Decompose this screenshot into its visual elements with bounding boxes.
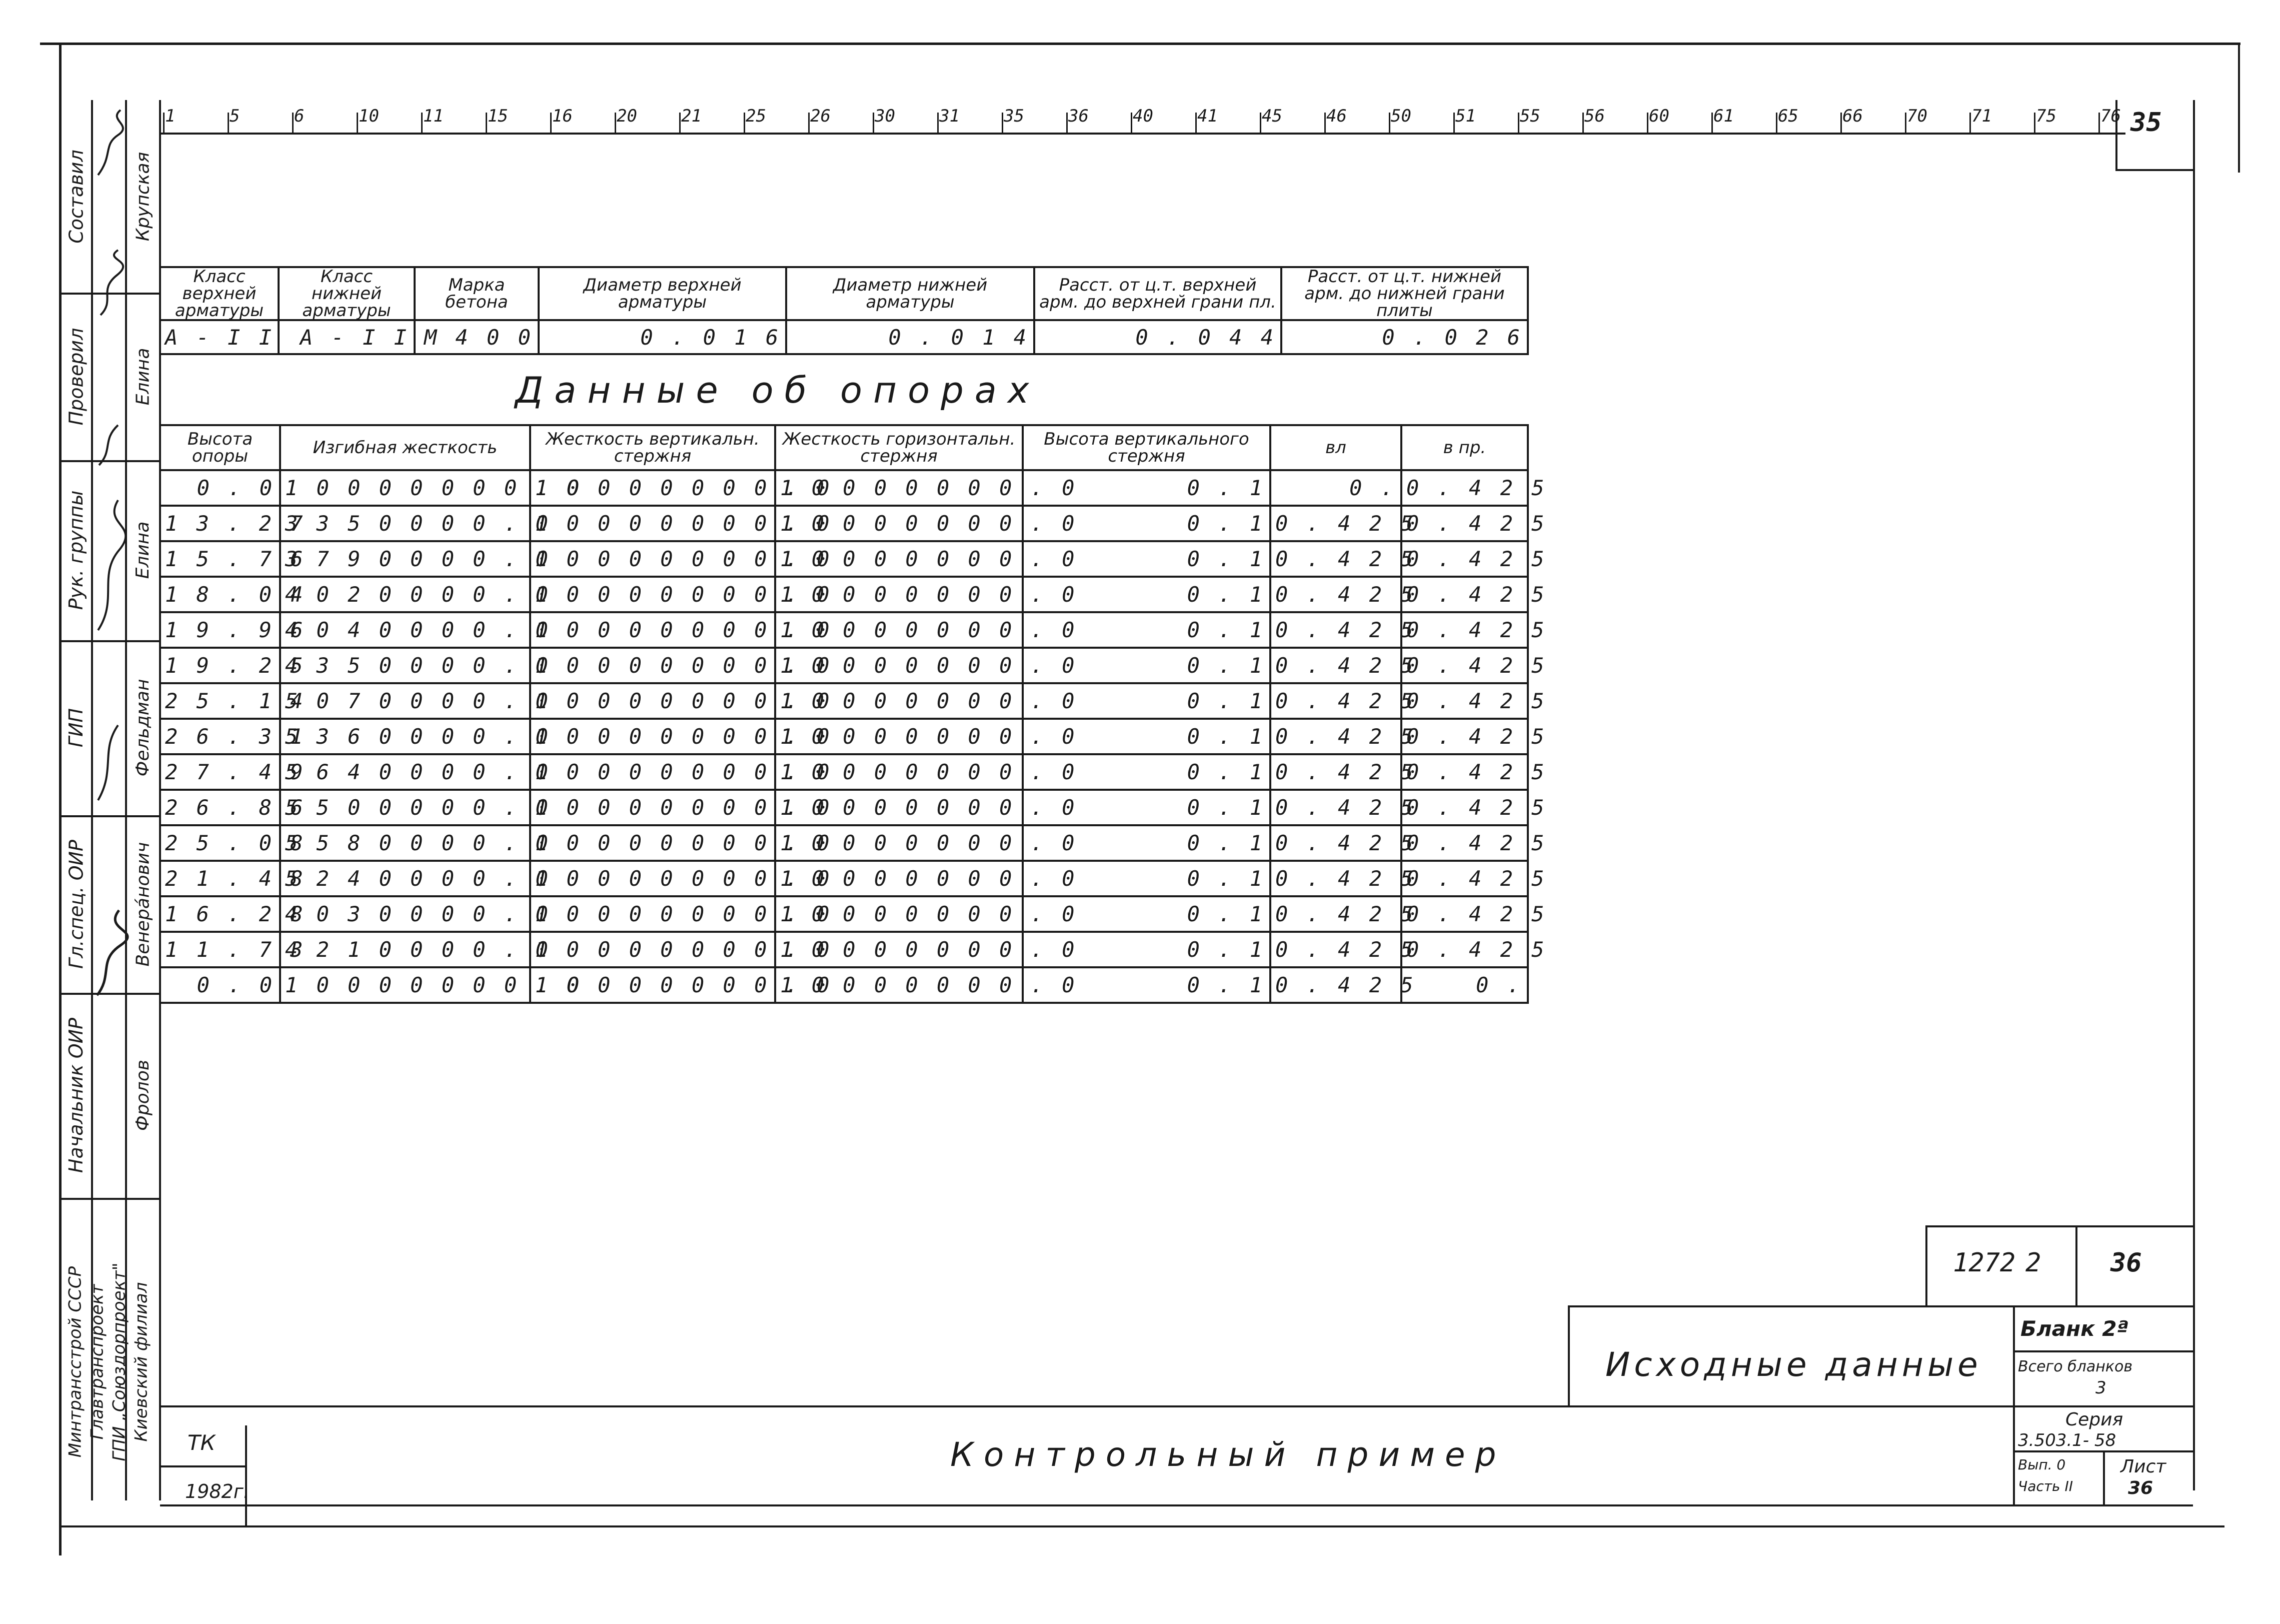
supports-cell: 4 3 5 0 0 0 0 . 0 (280, 648, 530, 683)
ruler-tick (744, 113, 745, 134)
supports-cell: 1 9 . 2 5 (160, 648, 280, 683)
ruler-tick (1389, 113, 1390, 134)
supports-cell: 4 0 4 0 0 0 0 . 0 (280, 612, 530, 648)
ruler-tick-label: 5 (230, 106, 240, 126)
blank-label: Бланк 2ª (2020, 1316, 2129, 1341)
supports-cell: 1 0 0 0 0 0 0 0 . 0 (530, 612, 775, 648)
supports-cell: 0 . 4 2 5 (1270, 825, 1401, 861)
stamp-name: Крупская (133, 152, 153, 241)
stamp-role: Начальник ОИР (65, 1017, 87, 1173)
ruler-tick-label: 71 (1971, 106, 1992, 126)
ruler-tick-label: 15 (488, 106, 508, 126)
params-table (159, 266, 1529, 355)
supports-cell: 0 . 1 (1023, 896, 1270, 932)
supports-cell: 1 0 0 0 0 0 0 0 . 0 (775, 648, 1023, 683)
supports-row (160, 719, 1528, 754)
supports-cell: 0 . 4 2 5 (1401, 754, 1528, 790)
doc-code-part: 2 (2025, 1248, 2041, 1278)
ruler-tick-label: 61 (1713, 106, 1734, 126)
params-header-cell: Расст. от ц.т. нижней арм. до нижней грани плиты (1281, 267, 1528, 320)
ruler-tick (1260, 113, 1261, 134)
ruler-tick (1002, 113, 1003, 134)
supports-cell: 0 . 4 2 5 (1401, 470, 1528, 506)
ruler-tick-label: 41 (1197, 106, 1218, 126)
ruler-tick-label: 20 (617, 106, 637, 126)
year-label: 1982г. (185, 1480, 250, 1502)
ruler-tick-label: 50 (1391, 106, 1411, 126)
params-value-cell: 0 . 0 1 4 (786, 320, 1034, 354)
supports-cell: 2 6 . 8 6 (160, 790, 280, 825)
supports-cell: 2 6 . 3 1 (160, 719, 280, 754)
supports-cell: 0 . 1 (1023, 683, 1270, 719)
supports-cell: 2 7 . 4 9 (160, 754, 280, 790)
tb-code-sep (2075, 1225, 2077, 1305)
supports-cell: 0 . 4 2 5 (1270, 577, 1401, 612)
supports-cell: 0 . 1 (1023, 790, 1270, 825)
supports-cell: 1 0 0 0 0 0 0 0 . 0 (280, 967, 530, 1003)
supports-cell: 0 . 1 (1023, 754, 1270, 790)
ruler-tick-label: 46 (1326, 106, 1347, 126)
ruler-tick-label: 66 (1842, 106, 1863, 126)
tb-left-line (1568, 1305, 1570, 1405)
supports-table (159, 424, 1547, 1004)
supports-cell: 0 . 4 2 5 (1401, 790, 1528, 825)
supports-cell: 0 . 4 2 5 (1270, 648, 1401, 683)
params-header-cell: Диаметр нижней арматуры (786, 267, 1034, 320)
ruler-tick (1453, 113, 1455, 134)
supports-cell: 0 . 1 (1023, 470, 1270, 506)
ruler-tick-label: 76 (2100, 106, 2121, 126)
ruler-tick (292, 113, 294, 134)
supports-cell: 1 0 0 0 0 0 0 0 . 0 (775, 541, 1023, 577)
ruler-tick-label: 11 (423, 106, 444, 126)
ruler-tick (550, 113, 552, 134)
frame-top (40, 43, 2240, 45)
ruler-tick (357, 113, 358, 134)
supports-cell: 0 . 4 2 5 (1270, 683, 1401, 719)
params-value-cell: 0 . 0 2 6 (1281, 320, 1528, 354)
sheet-number-small: 36 (2110, 1248, 2142, 1278)
supports-header-cell: Высота опоры (160, 425, 280, 470)
supports-cell: 1 0 0 0 0 0 0 0 . 0 (775, 932, 1023, 967)
tk-label: ТК (188, 1430, 216, 1455)
supports-cell: 1 5 . 7 6 (160, 541, 280, 577)
supports-cell: 1 0 0 0 0 0 0 0 . 0 (530, 932, 775, 967)
supports-cell: 1 1 . 7 3 (160, 932, 280, 967)
ruler-tick-label: 45 (1262, 106, 1282, 126)
supports-cell: 0 . 4 2 5 (1401, 577, 1528, 612)
supports-cell: 0 . 4 2 5 (1270, 506, 1401, 541)
supports-cell: 0 . 1 (1023, 612, 1270, 648)
supports-cell: 1 0 0 0 0 0 0 0 . 0 (530, 470, 775, 506)
ruler-tick (679, 113, 681, 134)
ruler-tick (1969, 113, 1971, 134)
supports-cell: 1 0 0 0 0 0 0 0 . 0 (530, 790, 775, 825)
supports-cell: 1 0 0 0 0 0 0 0 . 0 (530, 967, 775, 1003)
ruler-tick-label: 51 (1455, 106, 1476, 126)
supports-cell: 0 . 1 (1023, 932, 1270, 967)
stamp-role: Рук. группы (65, 490, 87, 610)
ruler-tick-label: 40 (1133, 106, 1153, 126)
supports-cell: 0 . 4 2 5 (1401, 683, 1528, 719)
supports-cell: 1 0 0 0 0 0 0 0 . 0 (530, 648, 775, 683)
supports-cell: 0 . 1 (1023, 861, 1270, 896)
ruler-tick-label: 36 (1068, 106, 1089, 126)
tb-tk-sep (245, 1425, 247, 1525)
supports-header-cell: в пр. (1401, 425, 1528, 470)
supports-cell: 0 . 4 2 5 (1270, 861, 1401, 896)
ruler-tick (873, 113, 874, 134)
total-blanks-label: Всего бланков (2018, 1358, 2133, 1375)
supports-header-cell: Жесткость вертикальн. стержня (530, 425, 775, 470)
supports-title: Данные об опорах (515, 369, 1040, 411)
ruler-tick (808, 113, 810, 134)
supports-cell: 4 0 2 0 0 0 0 . 0 (280, 577, 530, 612)
ruler-box-bottom (2115, 169, 2193, 171)
supports-cell: 2 1 . 4 8 (160, 861, 280, 896)
supports-cell: 0 . 4 2 5 (1401, 896, 1528, 932)
ruler-tick-label: 30 (875, 106, 895, 126)
supports-cell: 0 . 4 2 5 (1270, 967, 1401, 1003)
supports-cell: 0 . 4 2 5 (1401, 506, 1528, 541)
supports-cell: 0 . 4 2 5 (1401, 932, 1528, 967)
supports-cell: 1 0 0 0 0 0 0 0 . 0 (530, 506, 775, 541)
supports-row (160, 861, 1528, 896)
frame-right-top (2238, 43, 2240, 173)
supports-header-cell: Высота вертикального стержня (1023, 425, 1270, 470)
ruler-tick-label: 1 (165, 106, 176, 126)
supports-cell: 1 0 0 0 0 0 0 0 . 0 (530, 861, 775, 896)
ruler-tick (486, 113, 487, 134)
ruler-tick (1518, 113, 1519, 134)
supports-cell: 0 . 1 (1023, 967, 1270, 1003)
supports-cell: 1 0 0 0 0 0 0 0 . 0 (775, 577, 1023, 612)
ruler-tick (615, 113, 616, 134)
params-header-cell: Класс верхней арматуры (160, 267, 279, 320)
ruler-tick (1131, 113, 1132, 134)
supports-cell: 1 0 0 0 0 0 0 0 . 0 (775, 967, 1023, 1003)
ruler-tick (1776, 113, 1777, 134)
supports-row (160, 683, 1528, 719)
sheet-number-top: 35 (2130, 108, 2162, 138)
supports-cell: 1 0 0 0 0 0 0 0 . 0 (775, 470, 1023, 506)
stamp-organization-line: Минтрансстрой СССР (65, 1266, 85, 1457)
ruler-tick-label: 35 (1004, 106, 1024, 126)
part-label: Часть II (2018, 1478, 2073, 1494)
supports-cell: 1 0 0 0 0 0 0 0 . 0 (775, 683, 1023, 719)
supports-cell: 1 0 0 0 0 0 0 0 . 0 (530, 577, 775, 612)
ruler-tick (2098, 113, 2100, 134)
ruler-tick (1840, 113, 1842, 134)
params-header-cell: Расст. от ц.т. верхней арм. до верхней грани пл. (1034, 267, 1281, 320)
ruler-tick-label: 6 (294, 106, 305, 126)
ruler-tick (1647, 113, 1648, 134)
supports-cell: 5 6 4 0 0 0 0 . 0 (280, 754, 530, 790)
stamp-name: Венерáнович (133, 842, 153, 966)
params-value-cell: А - I I (279, 320, 415, 354)
ruler-tick (2034, 113, 2035, 134)
stamp-role: Составил (65, 149, 87, 244)
signature-group-lead (99, 425, 118, 465)
supports-cell: 0 . 0 (160, 470, 280, 506)
stamp-name: Елина (133, 348, 153, 405)
supports-cell: 0 . 4 2 5 (1270, 790, 1401, 825)
ruler-tick-label: 56 (1584, 106, 1605, 126)
ruler-tick (1905, 113, 1906, 134)
ruler-tick-label: 55 (1520, 106, 1540, 126)
supports-row (160, 896, 1528, 932)
supports-cell: 1 0 0 0 0 0 0 0 . 0 (280, 470, 530, 506)
supports-cell: 0 . 4 2 5 (1401, 648, 1528, 683)
supports-cell: 0 . 4 2 5 (1401, 861, 1528, 896)
supports-cell: 0 . 4 2 5 (1270, 932, 1401, 967)
supports-cell: 4 2 1 0 0 0 0 . 0 (280, 932, 530, 967)
supports-cell: 0 . 4 2 5 (1270, 541, 1401, 577)
supports-cell: 2 5 . 0 8 (160, 825, 280, 861)
supports-cell: 3 3 5 0 0 0 0 . 0 (280, 506, 530, 541)
supports-cell: 0 . 1 (1023, 648, 1270, 683)
tb-list-sep (2103, 1450, 2105, 1505)
ruler-tick-label: 65 (1778, 106, 1798, 126)
supports-cell: 1 6 . 2 8 (160, 896, 280, 932)
supports-cell: 0 . 1 (1023, 719, 1270, 754)
doc-title: Исходные данные (1605, 1345, 1982, 1384)
series-value: 3.503.1- 58 (2018, 1430, 2116, 1450)
supports-cell: 0 . 4 2 5 (1401, 541, 1528, 577)
stamp-role: Проверил (65, 328, 87, 425)
stamp-name: Фролов (133, 1059, 153, 1131)
supports-row (160, 932, 1528, 967)
supports-cell: 5 2 4 0 0 0 0 . 0 (280, 861, 530, 896)
stamp-name: Елина (133, 521, 153, 579)
supports-cell: 1 0 0 0 0 0 0 0 . 0 (775, 754, 1023, 790)
list-value: 36 (2128, 1478, 2153, 1498)
doc-code: 1272 (1953, 1248, 2016, 1278)
list-label: Лист (2120, 1456, 2166, 1477)
ruler-tick-label: 16 (552, 106, 573, 126)
main-title: Контрольный пример (950, 1435, 1506, 1474)
supports-cell: 4 0 3 0 0 0 0 . 0 (280, 896, 530, 932)
total-blanks-value: 3 (2095, 1378, 2106, 1398)
supports-cell: 5 5 0 0 0 0 0 . 0 (280, 790, 530, 825)
stamp-role: ГИП (65, 708, 87, 748)
supports-cell: 3 7 9 0 0 0 0 . 0 (280, 541, 530, 577)
supports-row (160, 754, 1528, 790)
tb-code-box-top (1925, 1225, 2193, 1227)
supports-cell: 1 0 0 0 0 0 0 0 . 0 (775, 896, 1023, 932)
ruler-tick (1324, 113, 1326, 134)
ruler-tick-label: 10 (359, 106, 379, 126)
ruler-tick-label: 70 (1907, 106, 1927, 126)
ruler-tick (163, 113, 165, 134)
tb-mid-line (160, 1405, 2193, 1407)
ruler-tick-label: 21 (681, 106, 702, 126)
supports-cell: 1 0 0 0 0 0 0 0 . 0 (530, 754, 775, 790)
params-header-cell: Марка бетона (415, 267, 539, 320)
supports-cell: 5 5 8 0 0 0 0 . 0 (280, 825, 530, 861)
supports-cell: 1 9 . 9 6 (160, 612, 280, 648)
stamp-organization-line: ГПИ „Союздорпроект" (109, 1262, 129, 1461)
ruler-tick (421, 113, 423, 134)
ruler-tick (1582, 113, 1584, 134)
supports-cell: 0 . 0 (160, 967, 280, 1003)
params-value-cell: 0 . 0 1 6 (539, 320, 786, 354)
params-value-cell: М 4 0 0 (415, 320, 539, 354)
ruler-tick (1195, 113, 1197, 134)
supports-cell: 1 0 0 0 0 0 0 0 . 0 (530, 896, 775, 932)
stamp-organization-line: Киевский филиал (131, 1282, 151, 1441)
ruler-line (160, 133, 2125, 135)
supports-row (160, 825, 1528, 861)
supports-row (160, 648, 1528, 683)
supports-header-cell: Изгибная жесткость (280, 425, 530, 470)
supports-row (160, 470, 1528, 506)
supports-cell: 0 . 4 2 5 (1270, 719, 1401, 754)
ruler-tick-label: 31 (939, 106, 960, 126)
signature-chief-spec (98, 725, 118, 800)
ruler-tick (1066, 113, 1068, 134)
ruler-tick (1711, 113, 1713, 134)
params-header-cell: Класс нижней арматуры (279, 267, 415, 320)
supports-cell: 0 . 1 (1023, 825, 1270, 861)
supports-cell: 0 . 4 2 5 (1401, 612, 1528, 648)
stamp-organization-line: Главтранспроект (87, 1284, 107, 1439)
supports-row (160, 577, 1528, 612)
ruler-tick-label: 25 (746, 106, 766, 126)
supports-cell: 0 . 1 (1023, 541, 1270, 577)
supports-cell: 0 . 4 2 5 (1401, 825, 1528, 861)
signatures (93, 100, 125, 1050)
ruler-tick-label: 26 (810, 106, 831, 126)
tb-blank-sep (2013, 1350, 2193, 1352)
signature-gip (98, 500, 126, 630)
supports-cell: 0 . 4 2 5 (1270, 612, 1401, 648)
supports-cell: 1 8 . 0 4 (160, 577, 280, 612)
ruler-tick (937, 113, 939, 134)
supports-cell: 0 . 4 2 5 (1270, 754, 1401, 790)
supports-cell: 0 . (1270, 470, 1401, 506)
tb-series-top (2013, 1405, 2193, 1407)
stamp-name: Фельдман (133, 679, 153, 777)
tb-bottom-line (160, 1504, 2193, 1506)
supports-row (160, 506, 1528, 541)
signature-head (97, 910, 128, 995)
tb-code-box-left (1925, 1225, 1927, 1305)
frame-left (59, 43, 62, 1555)
supports-cell: 1 0 0 0 0 0 0 0 . 0 (775, 825, 1023, 861)
supports-cell: 0 . 4 2 5 (1270, 896, 1401, 932)
supports-cell: 1 0 0 0 0 0 0 0 . 0 (530, 825, 775, 861)
supports-cell: 1 0 0 0 0 0 0 0 . 0 (775, 506, 1023, 541)
stamp-role: Гл.спец. ОИР (65, 839, 87, 969)
supports-row (160, 612, 1528, 648)
supports-header-cell: Жесткость горизонтальн. стержня (775, 425, 1023, 470)
series-label: Серия (2065, 1409, 2123, 1430)
params-header-cell: Диаметр верхней арматуры (539, 267, 786, 320)
tb-top-line (1568, 1305, 2193, 1307)
tb-tk-line (160, 1465, 245, 1467)
supports-cell: 1 0 0 0 0 0 0 0 . 0 (775, 861, 1023, 896)
supports-cell: 2 5 . 1 4 (160, 683, 280, 719)
supports-cell: 1 0 0 0 0 0 0 0 . 0 (530, 719, 775, 754)
ruler-tick (228, 113, 229, 134)
params-value-cell: 0 . 0 4 4 (1034, 320, 1281, 354)
supports-cell: 0 . 1 (1023, 506, 1270, 541)
signature-checker (101, 250, 123, 315)
vyp-label: Вып. 0 (2018, 1456, 2066, 1473)
supports-row (160, 967, 1528, 1003)
supports-header-cell: вл (1270, 425, 1401, 470)
supports-cell: 1 3 . 2 7 (160, 506, 280, 541)
frame-inner-right (2193, 100, 2195, 1490)
supports-cell: 1 0 0 0 0 0 0 0 . 0 (775, 612, 1023, 648)
supports-cell: 1 0 0 0 0 0 0 0 . 0 (775, 790, 1023, 825)
supports-cell: 0 . 1 (1023, 577, 1270, 612)
supports-cell: 1 0 0 0 0 0 0 0 . 0 (530, 683, 775, 719)
supports-cell: 0 . (1401, 967, 1528, 1003)
supports-cell: 0 . 4 2 5 (1401, 719, 1528, 754)
signature-compiler (98, 110, 123, 175)
ruler-tick-label: 75 (2036, 106, 2056, 126)
supports-cell: 5 3 6 0 0 0 0 . 0 (280, 719, 530, 754)
supports-row (160, 541, 1528, 577)
supports-cell: 1 0 0 0 0 0 0 0 . 0 (530, 541, 775, 577)
supports-cell: 5 0 7 0 0 0 0 . 0 (280, 683, 530, 719)
frame-bottom (59, 1525, 2224, 1527)
supports-cell: 1 0 0 0 0 0 0 0 . 0 (775, 719, 1023, 754)
supports-row (160, 790, 1528, 825)
ruler-tick-label: 60 (1649, 106, 1669, 126)
params-value-cell: А - I I (160, 320, 279, 354)
